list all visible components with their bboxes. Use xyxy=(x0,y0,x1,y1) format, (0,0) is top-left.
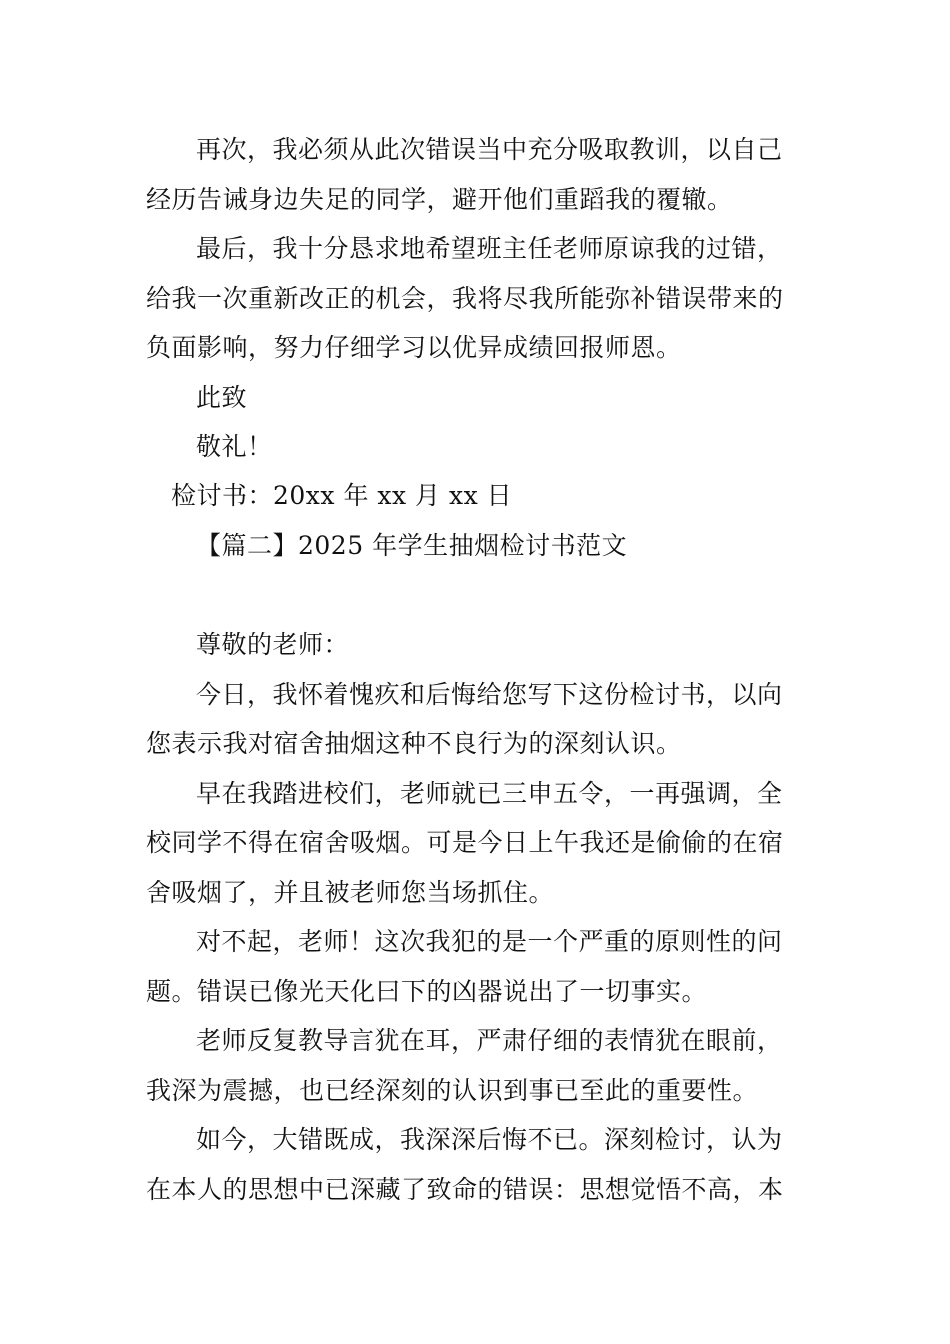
paragraph-line: 经历告诫身边失足的同学，避开他们重蹈我的覆辙。 xyxy=(146,185,733,214)
section-heading: 【篇二】2025 年学生抽烟检讨书范文 xyxy=(196,531,628,560)
paragraph-line: 给我一次重新改正的机会，我将尽我所能弥补错误带来的 xyxy=(146,284,784,313)
paragraph-line: 如今，大错既成，我深深后悔不已。深刻检讨，认为 xyxy=(196,1125,783,1154)
paragraph-line: 您表示我对宿舍抽烟这种不良行为的深刻认识。 xyxy=(146,729,682,758)
paragraph-line: 老师反复教导言犹在耳，严肃仔细的表情犹在眼前， xyxy=(196,1026,783,1055)
paragraph-line: 对不起，老师！这次我犯的是一个严重的原则性的问 xyxy=(196,927,783,956)
greeting: 尊敬的老师： xyxy=(196,630,350,659)
closing-salutation: 此致 xyxy=(196,383,248,412)
paragraph-line: 今日，我怀着愧疚和后悔给您写下这份检讨书，以向 xyxy=(196,680,783,709)
paragraph-line: 早在我踏进校们，老师就已三申五令，一再强调，全 xyxy=(196,779,783,808)
paragraph-line: 最后，我十分恳求地希望班主任老师原谅我的过错， xyxy=(196,234,783,263)
paragraph-line: 校同学不得在宿舍吸烟。可是今日上午我还是偷偷的在宿 xyxy=(146,828,784,857)
paragraph-line: 再次，我必须从此次错误当中充分吸取教训，以自己 xyxy=(196,135,783,164)
paragraph-line: 在本人的思想中已深藏了致命的错误：思想觉悟不高，本 xyxy=(146,1175,784,1204)
signature-date: 检讨书：20xx 年 xx 月 xx 日 xyxy=(171,481,513,510)
paragraph-line: 舍吸烟了，并且被老师您当场抓住。 xyxy=(146,878,555,907)
closing-regards: 敬礼！ xyxy=(196,432,273,461)
paragraph-line: 我深为震撼，也已经深刻的认识到事已至此的重要性。 xyxy=(146,1076,759,1105)
paragraph-line: 负面影响，努力仔细学习以优异成绩回报师恩。 xyxy=(146,333,682,362)
paragraph-line: 题。错误已像光天化曰下的凶器说出了一切事实。 xyxy=(146,977,708,1006)
